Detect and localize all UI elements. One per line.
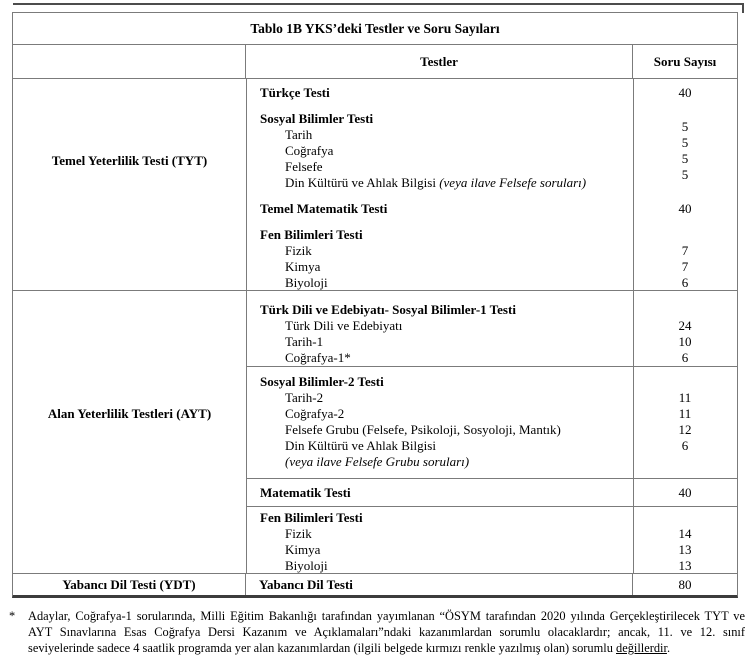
question-count: 40 [678, 201, 692, 216]
test-group-title: Sosyal Bilimler Testi [260, 111, 374, 126]
test-item-label: Coğrafya-2 [285, 406, 345, 421]
test-item-label: Coğrafya [285, 143, 334, 158]
column-header-tests: Testler [246, 45, 633, 78]
test-row [247, 390, 737, 406]
test-row [247, 422, 737, 438]
footnote-text: Adaylar, Coğrafya-1 sorularında, Milli Eğitim Bakanlığı tarafından yayımlanan “ÖSYM tarafından 2020 yılında Gerçekleştirilecek TYT ve AYT Sınavlarına Esas Coğrafya Dersi Kazanım ve Açıklamaları”ndaki kazanımlardan sorumlu olacaklardır; ancak, 11. ve 12. sınıf seviyelerinde sadece 4 saatlik programda yer alan kazanımlardan (ilgili belgede kırmızı renkle yazılmış olan) sorumlu değillerdir. [28, 609, 745, 655]
test-row [247, 318, 737, 334]
question-count: 40 [678, 85, 692, 100]
question-count: 6 [681, 438, 689, 453]
section-ayt [13, 291, 737, 574]
test-row [247, 275, 737, 291]
section-tyt [13, 79, 737, 291]
question-count: 11 [678, 390, 692, 405]
test-group [247, 227, 737, 291]
table-title: Tablo 1B YKS’deki Testler ve Soru Sayıları [13, 13, 737, 45]
section-ydt [13, 574, 737, 595]
test-item-note: (veya ilave Felsefe soruları) [439, 175, 587, 190]
question-count: 11 [678, 406, 692, 421]
test-row [247, 510, 737, 526]
test-row [247, 526, 737, 542]
test-group [247, 507, 737, 574]
test-item-note: (veya ilave Felsefe Grubu soruları) [285, 454, 470, 469]
question-count: 13 [678, 558, 692, 573]
test-row [247, 227, 737, 243]
test-group-title: Fen Bilimleri Testi [260, 227, 363, 242]
footnote [9, 608, 745, 656]
test-row [247, 542, 737, 558]
test-group-title: Fen Bilimleri Testi [260, 510, 363, 525]
test-group-title: Türk Dili ve Edebiyatı- Sosyal Bilimler-1 Testi [260, 302, 516, 317]
test-row [247, 558, 737, 574]
column-divider [633, 79, 634, 290]
section-label-ayt: Alan Yeterlilik Testleri (AYT) [47, 406, 212, 421]
test-row [247, 454, 737, 470]
test-item-label: Felsefe Grubu (Felsefe, Psikoloji, Sosyoloji, Mantık) [285, 422, 561, 437]
test-item-label: Biyoloji [285, 275, 328, 290]
test-item-label: Din Kültürü ve Ahlak Bilgisi [285, 438, 436, 453]
test-group-title: Temel Matematik Testi [260, 201, 388, 216]
test-row [247, 243, 737, 259]
column-divider [633, 291, 634, 573]
column-header-category [13, 45, 246, 78]
question-count: 14 [678, 526, 692, 541]
test-row [247, 259, 737, 275]
test-item-label: Coğrafya-1* [285, 350, 351, 365]
question-count: 7 [681, 243, 689, 258]
test-row [247, 374, 737, 390]
test-group-title: Matematik Testi [260, 485, 351, 500]
yks-tests-table [12, 12, 738, 598]
test-item-label: Tarih-1 [285, 334, 324, 349]
test-group-title: Türkçe Testi [260, 85, 330, 100]
test-item-label: Türk Dili ve Edebiyatı [285, 318, 403, 333]
test-item-label: Felsefe [285, 159, 323, 174]
question-count: 80 [678, 576, 692, 592]
section-label-tyt: Temel Yeterlilik Testi (TYT) [51, 152, 208, 168]
question-count: 7 [681, 259, 689, 274]
question-count: 5 [681, 151, 689, 166]
test-group [247, 111, 737, 191]
test-item-label: Tarih-2 [285, 390, 324, 405]
test-row [247, 85, 737, 101]
test-group [247, 201, 737, 217]
test-group [247, 479, 737, 507]
test-group-title: Yabancı Dil Testi [246, 574, 633, 595]
page-divider-tick [742, 3, 744, 13]
column-divider [246, 79, 247, 290]
test-item-label: Kimya [285, 259, 321, 274]
test-item-label: Tarih [285, 127, 313, 142]
question-count: 5 [681, 119, 689, 134]
section-label-ydt: Yabancı Dil Testi (YDT) [13, 574, 246, 595]
question-count: 5 [681, 167, 689, 182]
test-item-label: Fizik [285, 526, 312, 541]
test-item-label: Biyoloji [285, 558, 328, 573]
test-row [247, 406, 737, 422]
footnote-underlined-word: değillerdir [616, 641, 667, 655]
question-count: 24 [678, 318, 692, 333]
test-row [247, 302, 737, 318]
question-count: 5 [681, 135, 689, 150]
test-item-label: Din Kültürü ve Ahlak Bilgisi (veya ilave Felsefe soruları) [285, 175, 587, 190]
test-row [247, 334, 737, 350]
test-group [247, 291, 737, 367]
test-item-label: Kimya [285, 542, 321, 557]
page-divider-line [13, 3, 744, 5]
column-header-count: Soru Sayısı [653, 53, 717, 69]
table-header-row [13, 45, 737, 79]
test-item-label: Fizik [285, 243, 312, 258]
column-divider [246, 291, 247, 573]
test-row [247, 201, 737, 217]
question-count: 6 [681, 275, 689, 290]
test-row [247, 485, 737, 501]
question-count: 12 [678, 422, 692, 437]
question-count: 6 [681, 350, 689, 365]
question-count: 40 [678, 485, 692, 500]
test-group [247, 367, 737, 479]
test-row [247, 167, 737, 191]
test-row [247, 350, 737, 366]
question-count: 10 [678, 334, 692, 349]
test-group [247, 85, 737, 101]
question-count: 13 [678, 542, 692, 557]
test-group-title: Sosyal Bilimler-2 Testi [260, 374, 384, 389]
test-row [247, 438, 737, 454]
footnote-marker: * [9, 609, 16, 623]
